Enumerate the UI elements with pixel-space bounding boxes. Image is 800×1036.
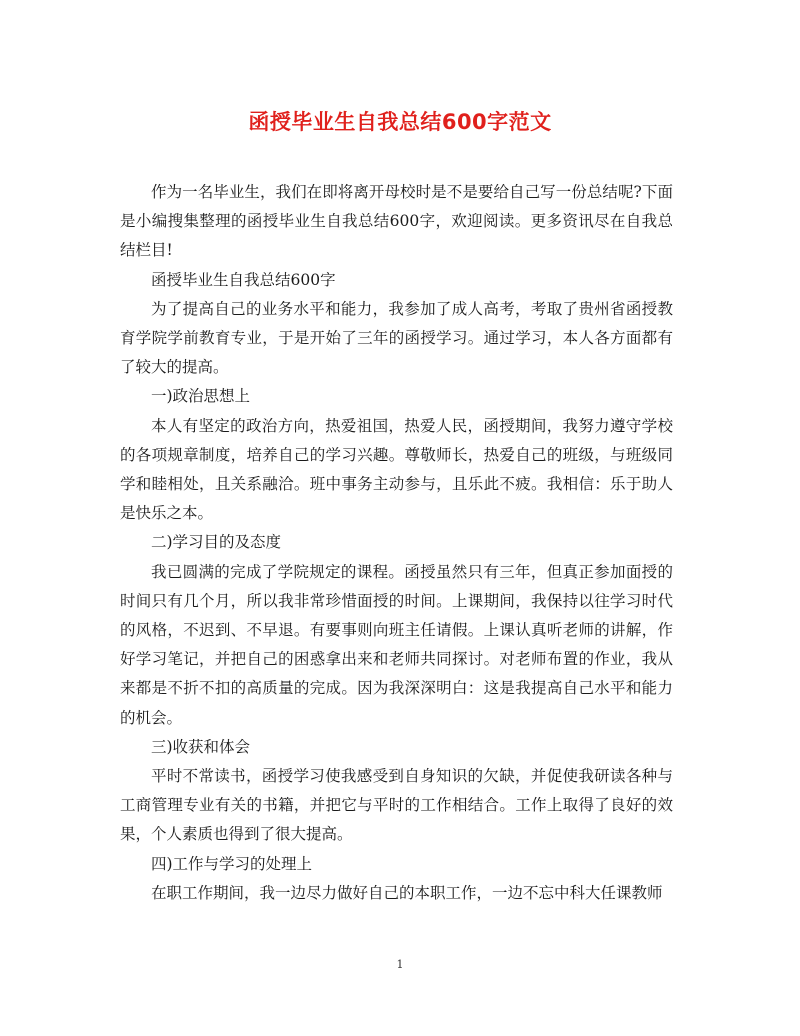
subtitle-paragraph: 函授毕业生自我总结600字: [151, 270, 336, 289]
body-paragraph: 为了提高自己的业务水平和能力，我参加了成人高考，考取了贵州省函授教育学院学前教育专业，于是开始了三年的函授学习。通过学习，本人各方面都有了较大的提高。: [120, 299, 673, 377]
document-title: 函授毕业生自我总结600字范文: [248, 110, 552, 134]
section-heading-work: 四)工作与学习的处理上: [151, 854, 313, 873]
document-body: [120, 178, 673, 908]
intro-paragraph: 作为一名毕业生，我们在即将离开母校时是不是要给自己写一份总结呢?下面是小编搜集整理的函授毕业生自我总结600字，欢迎阅读。更多资讯尽在自我总结栏目!: [120, 183, 673, 260]
page-number: 1: [396, 958, 404, 971]
body-paragraph: 本人有坚定的政治方向，热爱祖国，热爱人民，函授期间，我努力遵守学校的各项规章制度，培养自己的学习兴趣。尊敬师长，热爱自己的班级，与班级同学和睦相处，且关系融洽。班中事务主动参与，且乐此不疲。我相信：乐于助人是快乐之本。: [120, 416, 673, 523]
body-paragraph: 在职工作期间，我一边尽力做好自己的本职工作，一边不忘中科大任课教师: [151, 883, 663, 902]
body-paragraph: 我已圆满的完成了学院规定的课程。函授虽然只有三年，但真正参加面授的时间只有几个月，所以我非常珍惜面授的时间。上课期间，我保持以往学习时代的风格，不迟到、不早退。有要事则向班主任请假。上课认真听老师的讲解，作好学习笔记，并把自己的困惑拿出来和老师共同探讨。对老师布置的作业，我从来都是不折不扣的高质量的完成。因为我深深明白：这是我提高自己水平和能力的机会。: [120, 562, 673, 727]
section-heading-gains: 三)收获和体会: [151, 737, 251, 756]
section-heading-politics: 一)政治思想上: [151, 387, 251, 406]
section-heading-study: 二)学习目的及态度: [151, 533, 282, 552]
body-paragraph: 平时不常读书，函授学习使我感受到自身知识的欠缺，并促使我研读各种与工商管理专业有关的书籍，并把它与平时的工作相结合。工作上取得了良好的效果，个人素质也得到了很大提高。: [120, 767, 673, 844]
